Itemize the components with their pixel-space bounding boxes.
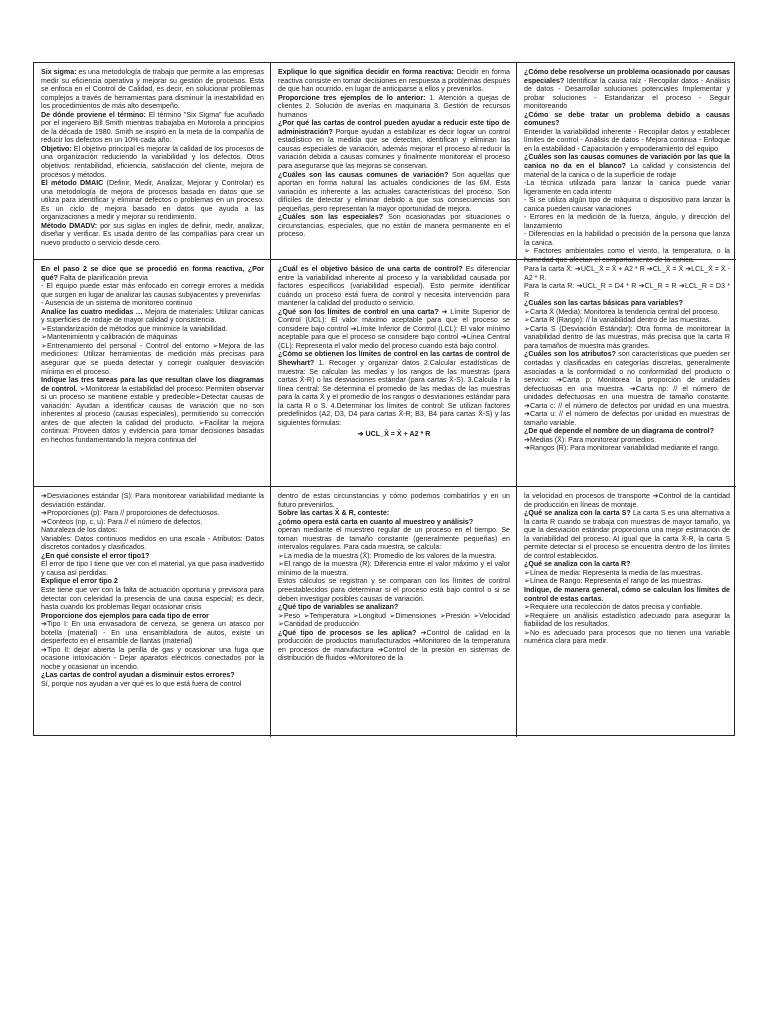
paragraph-text: ➢ Factores ambientales como el viento, la temperatura, o la humedad que afectan el comportamiento de la canica.	[524, 247, 730, 265]
table-cell	[34, 487, 271, 737]
paragraph-heading: En el paso 2 se dice que se procedió en forma reactiva, ¿Por qué?	[41, 265, 264, 282]
paragraph	[41, 518, 264, 527]
paragraph	[41, 111, 264, 145]
paragraph-heading: ¿Por qué las cartas de control pueden ayudar a reducir este tipo de administración?	[278, 119, 510, 136]
paragraph-heading: ¿Qué se analiza con la carta R?	[524, 560, 631, 569]
paragraph-text: dentro de estas circunstancias y cómo podemos combatirlos y en un futuro prevenirlos.	[278, 492, 510, 509]
table-cell	[517, 63, 736, 265]
paragraph-text: ➢Línea de media: Representa la media de las muestras.	[524, 568, 703, 577]
paragraph-heading: El método DMAIC	[41, 179, 104, 188]
paragraph-text: Estos cálculos se registran y se comparan con los límites de control preestablecidos para determinar si el proceso está bajo control o si se deben investigar posibles causas de variación.	[278, 577, 510, 603]
notes-table	[33, 62, 735, 736]
table-cell	[271, 63, 517, 260]
paragraph	[524, 569, 730, 578]
paragraph	[278, 308, 510, 351]
paragraph-text: - Si se utiliza algún tipo de máquina o dispositivo para lanzar la canica pueden causar variaciones	[524, 196, 730, 213]
paragraph	[278, 518, 510, 527]
paragraph-text: Entender la variabilidad inherente - Recopilar datos y establecer límites de control - Análisis de datos - Mejora continua - Enfoque en la estabilidad - Capacitación y empoderamiento del equipo	[524, 127, 730, 153]
table-cell	[271, 487, 517, 737]
paragraph-heading: ¿Cómo debe resolverse un problema ocasionado por causas especiales?	[524, 68, 730, 85]
paragraph	[41, 680, 264, 689]
paragraph-text: ➔Tipo II: dejar abierta la perilla de gas y ocasionar una fuga que ocasione intoxicación - Dejar aparatos eléctricos conectados por la noche y ocasionar un incendio.	[41, 645, 264, 671]
paragraph-text: ➔Rangos (R): Para monitorear variabilidad mediante el rango.	[524, 444, 720, 453]
paragraph-text: Sí, porque nos ayudan a ver qué es lo que está fuera de control	[41, 680, 242, 689]
paragraph	[278, 603, 510, 612]
paragraph	[524, 586, 730, 603]
paragraph	[278, 350, 510, 427]
paragraph-text: Variables: Datos continuos medidos en una escala - Atributos: Datos discretos contados y clasificados.	[41, 534, 264, 552]
table-cell	[517, 260, 736, 487]
paragraph-text: ➔Conteos (np, c, u): Para // el número de defectos.	[41, 517, 203, 526]
paragraph-heading: De dónde proviene el término:	[41, 110, 146, 119]
paragraph-text: Es diferenciar entre la variabilidad inherente al proceso y la variabilidad causada por factores específicos (variabilidad especial). Esto permite identificar cuándo un proceso está fuera de control y necesita intervención para mantener la calidad del producto o servicio.	[278, 265, 510, 308]
paragraph	[278, 265, 510, 308]
paragraph-heading: ¿Cómo se debe tratar un problema debido a causas comunes?	[524, 110, 730, 128]
paragraph-heading: ¿Qué son los límites de control en una carta?	[278, 307, 439, 316]
paragraph-text: ➢Peso ➢Temperatura ➢Longitud ➢Dimensiones ➢Presión ➢Velocidad ➢Cantidad de producción	[278, 611, 510, 629]
paragraph	[278, 612, 510, 629]
paragraph	[278, 68, 510, 94]
paragraph	[41, 299, 264, 308]
paragraph-heading: ¿Qué tipo de procesos se les aplica?	[278, 628, 417, 637]
paragraph	[524, 577, 730, 586]
paragraph-heading: ¿Cuáles son los atributos?	[524, 350, 617, 359]
paragraph-text: ➔ Límite Superior de Control (UCL): El valor máximo aceptable para que el proceso se considere bajo control ➔Límite Inferior de Control (LCL): El valor mínimo aceptable para que el proceso se considere bajo control ➔Línea Central (CL): Representa el valor medio del proceso cuando está bajo control.	[278, 307, 510, 350]
paragraph	[41, 222, 264, 248]
table-cell	[271, 260, 517, 487]
paragraph	[41, 560, 264, 577]
paragraph	[278, 492, 510, 509]
paragraph	[524, 299, 730, 308]
paragraph	[41, 671, 264, 680]
paragraph	[524, 128, 730, 154]
paragraph-heading: Sobre las cartas X̄ & R, conteste:	[278, 509, 390, 518]
paragraph-heading: Método DMADV:	[41, 221, 98, 230]
paragraph	[524, 629, 730, 646]
paragraph	[524, 111, 730, 128]
paragraph-text: - Ausencia de un sistema de monitoreo continuo	[41, 299, 193, 308]
paragraph-text: - Errores en la medición de la fuerza, ángulo, y dirección del lanzamiento	[524, 213, 730, 230]
paragraph	[524, 509, 730, 560]
paragraph-heading: Objetivo:	[41, 144, 72, 153]
paragraph-heading: Indique las tres tareas para las que resultan clave los diagramas de control.	[41, 376, 264, 393]
paragraph-heading: ¿Cuáles son las cartas básicas para variables?	[524, 299, 683, 308]
paragraph-heading: Explique lo que significa decidir en forma reactiva:	[278, 68, 455, 76]
paragraph	[524, 179, 730, 196]
paragraph-text: por sus siglas en ingles de definir, medir, analizar, diseñar y verificar. Es usada dentro de las compañías para crear un nuevo producto o servicio desde cero.	[41, 221, 264, 247]
paragraph	[524, 282, 730, 299]
paragraph	[41, 376, 264, 444]
paragraph	[41, 620, 264, 646]
paragraph	[41, 179, 264, 222]
paragraph	[524, 436, 730, 445]
paragraph-text: -La técnica utilizada para lanzar la canica puede variar ligeramente en cada intento	[524, 179, 730, 196]
paragraph-text: ➢Carta S (Desviación Estándar): Otra forma de monitorear la variabilidad dentro de las muestras, más precisa que la carta R para tamaños de muestra más grandes.	[524, 324, 730, 350]
paragraph	[278, 577, 510, 603]
paragraph	[41, 492, 264, 509]
paragraph-heading: ¿De qué depende el nombre de un diagrama de control?	[524, 427, 714, 436]
paragraph-text: ➢Carta X̄ (Media): Monitorea la tendencia central del proceso.	[524, 307, 720, 316]
paragraph-text: Decidir en forma reactiva consiste en tomar decisiones en respuesta a problemas después de que han ocurrido, en lugar de anticiparse a ellos y prevenirlos.	[278, 68, 510, 94]
paragraph-text: ➢Requiere un análisis estadístico adecuado para asegurar la fiabilidad de los resultados.	[524, 611, 730, 629]
paragraph-text: Para la carta R: ➔UCL_R = D4 * R ➔CL_R = R ➔LCL_R = D3 * R	[524, 282, 730, 299]
paragraph-text: 1. Atención a quejas de clientes 2. Solución de averías en maquinaria 3. Gestión de recursos humanos	[278, 93, 510, 119]
paragraph	[524, 560, 730, 569]
paragraph-text: ➢La media de la muestra (X̄): Promedio de los valores de la muestra.	[278, 551, 497, 560]
paragraph	[41, 509, 264, 518]
paragraph-text: El término "Six Sigma" fue acuñado por el ingeniero Bill Smith mientras trabajaba en Motorola a principios de la década de 1980. Smith se inspiró en la meta de la compañía de reducir los defectos en un 10% cada año.	[41, 110, 264, 145]
paragraph-text: ➢Línea de Rango: Representa el rango de las muestras.	[524, 577, 703, 586]
paragraph	[524, 68, 730, 111]
paragraph	[524, 492, 730, 509]
paragraph	[41, 333, 264, 342]
paragraph-text: Para la carta X̄: ➔UCL_X̄ = X̄ + A2 * R ➔CL_X̄ = X̄ ➔LCL_X̄ = X̄ - A2 * R.	[524, 265, 730, 282]
paragraph	[278, 509, 510, 518]
paragraph-text: Mejora de materiales: Utilizar canicas y superficies de rodaje de mayor calidad y consistencia.	[41, 307, 264, 325]
paragraph-text: Falta de planificación previa	[57, 273, 148, 282]
paragraph-text: son características que pueden ser contadas y clasificadas en categorías discretas, generalmente asociadas a la conformidad o no conformidad del producto o servicio: ➔Carta p: Monitorea la proporción de unidades defectuosas en una muestra. ➔Carta np: // el número de unidades defectuosas en una muestra de tamaño constante. ➔Carta c: // el número de defectos por unidad en una muestra. ➔Carta u: // el número de defectos por unidad en muestras de tamaño variable.	[524, 350, 730, 427]
paragraph-text: ➔Proporciones (p): Para // proporciones de defectuosos.	[41, 509, 220, 518]
paragraph-text: 1. Recoger y organizar datos 2.Calcular estadísticas de muestra: Se calculan las medias y los rangos de las muestras (para cartas X̄-R) o las desviaciones estándar (para cartas X̄-S). 3.Calcula r la línea central: Se determina el promedio de las medias de las muestras para la carta X̄ y el promedio de los rangos o desviaciones estándar para la carta R o S. 4.Determinar los límites de control: Se utilizan factores predefinidos (A2, D3, D4 para cartas X̄-R; B3, B4 para cartas X̄-S) y las siguientes fórmulas:	[278, 359, 510, 427]
paragraph	[278, 171, 510, 214]
paragraph-text: (Definir, Medir, Analizar, Mejorar y Controlar) es una metodología de mejora de procesos basada en datos que se utiliza para identificar y eliminar defectos o problemas en un proceso. Es un ciclo de mejora basado en datos que ayuda a las organizaciones a medir y mejorar su rendimiento.	[41, 179, 264, 222]
paragraph-text: Porque ayudan a estabilizar es decir lograr un control estadístico en la medida que se detectan, identifican y eliminan las causas especiales de variación, además mejorar el proceso al reducir la variación debida a causas comunes y finalmente monitorear el proceso para asegurarse que las mejoras se conservan.	[278, 127, 510, 171]
paragraph	[524, 196, 730, 213]
paragraph-text: ➢Estandarización de métodos que minimice la variabilidad.	[41, 324, 228, 333]
paragraph	[524, 230, 730, 247]
paragraph	[278, 552, 510, 561]
paragraph	[41, 526, 264, 535]
paragraph-heading: Indique, de manera general, cómo se calculan los límites de control de estas cartas.	[524, 586, 730, 603]
paragraph-text: la velocidad en procesos de transporte ➔Control de la cantidad de producción en líneas de montaje.	[524, 492, 730, 509]
paragraph-text: ➢Mantenimiento y calibración de máquinas	[41, 333, 178, 342]
paragraph-heading: Six sigma:	[41, 68, 77, 76]
paragraph-heading: Analice las cuatro medidas …	[41, 307, 143, 316]
paragraph	[41, 342, 264, 376]
paragraph-text: El objetivo principal es mejorar la calidad de los procesos de una organización reduciendo la variabilidad y los defectos. Otros objetivos: rentabilidad, eficiencia, satisfacción del cliente, mejora de procesos y métodos.	[41, 144, 264, 179]
paragraph	[524, 350, 730, 427]
paragraph	[41, 325, 264, 334]
formula-line: ➔ UCL_X̄ = X̄ + A2 * R	[357, 430, 431, 439]
paragraph-text: operan mediante el muestreo regular de un proceso en el tiempo. Se toman muestras de tamaño constante (generalmente pequeñas) en intervalos regulares. Para cada muestra, se calcula:	[278, 526, 510, 552]
paragraph-heading: ¿Las cartas de control ayudan a disminuir estos errores?	[41, 671, 235, 680]
paragraph-heading: ¿cómo opera está carta en cuanto al muestreo y análisis?	[278, 517, 474, 526]
paragraph-heading: ¿Cuáles son las especiales?	[278, 213, 384, 222]
paragraph-text: ➢Carta R (Rango): // la variabilidad dentro de las muestras.	[524, 316, 712, 325]
paragraph-heading: ¿Qué tipo de variables se analizan?	[278, 603, 399, 612]
paragraph	[524, 612, 730, 629]
paragraph	[41, 577, 264, 586]
paragraph	[524, 427, 730, 436]
paragraph	[41, 552, 264, 561]
paragraph-heading: ¿Qué se analiza con la carta S?	[524, 509, 631, 518]
paragraph	[524, 265, 730, 282]
paragraph-text: El error de tipo I tiene que ver con el material, ya que pasa inadvertido y causa así perdidas.	[41, 560, 264, 577]
paragraph	[278, 94, 510, 120]
paragraph-heading: Explique el error tipo 2	[41, 577, 118, 586]
paragraph-text: ➔Control de calidad en la producción de productos manufacturados ➔Monitoreo de la temperatura en procesos de manufactura ➔Control de la presión en sistemas de distribución de fluidos ➔Monitoreo de la	[278, 628, 510, 663]
paragraph	[41, 646, 264, 672]
paragraph	[524, 213, 730, 230]
paragraph	[278, 629, 510, 663]
paragraph	[41, 586, 264, 612]
paragraph	[41, 265, 264, 282]
table-cell	[517, 487, 736, 737]
paragraph	[41, 68, 264, 111]
paragraph-text: Este tiene que ver con la falta de actuación oportuna y previsora para detectar con celeridad la presencia de una causa especial; es decir, hasta cuando los problemas llegan ocasionar crisis	[41, 586, 264, 612]
paragraph-text: ➢No es adecuado para procesos que no tienen una variable numérica clara para medir.	[524, 628, 730, 646]
paragraph-text: - Diferencias en la habilidad o precisión de la persona que lanza la canica.	[524, 230, 730, 247]
paragraph	[524, 316, 730, 325]
paragraph	[41, 282, 264, 299]
paragraph-text: - El equipo puede estar más enfocado en corregir errores a medida que surgen en lugar de analizar las causas subyacentes y prevenirlas	[41, 282, 264, 299]
paragraph	[41, 308, 264, 325]
paragraph-heading: ¿Cómo se obtienen los límites de control en las cartas de control de Shewhart?	[278, 350, 510, 368]
paragraph-text: La carta S es una alternativa a la carta R cuando se trabaja con muestras de mayor tamaño, ya que la desviación estándar proporciona una mejor estimación de la variabilidad del proceso. Al igual que la carta X̄-R, la carta S permite detectar si el proceso se encuentra dentro de los límites de control establecidos.	[524, 509, 730, 560]
paragraph	[524, 444, 730, 453]
paragraph-text: ➔Tipo I: En una envasadora de cerveza, se genera un atasco por botella (material) - En una ensambladora de autos, existe un desperfecto en el ensamble de llantas (material)	[41, 620, 264, 646]
paragraph	[278, 526, 510, 552]
paragraph-text: es una metodología de trabajo que permite a las empresas medir su eficiencia operativa y mejorar su gestión de procesos. Esta se enfoca en el Control de Calidad, es decir, en solucionar problemas complejos a través de herramientas para disminuir la inestabilidad en los procedimientos de más alto desempeño.	[41, 68, 265, 111]
paragraph	[41, 145, 264, 179]
paragraph-heading: Proporcione tres ejemplos de lo anterior:	[278, 93, 426, 102]
paragraph-text: ➢El rango de la muestra (R): Diferencia entre el valor máximo y el valor mínimo de la muestra.	[278, 560, 510, 577]
paragraph-text: ➔Medias (X̄): Para monitorear promedios.	[524, 435, 657, 444]
paragraph-heading: Proporcione dos ejemplos para cada tipo de error	[41, 611, 209, 620]
paragraph	[41, 612, 264, 621]
paragraph	[524, 325, 730, 351]
paragraph-heading: ¿Cuál es el objetivo básico de una carta de control?	[278, 265, 463, 273]
paragraph-text: La calidad y consistencia del material de la canica o de la superficie de rodaje	[524, 162, 730, 179]
paragraph-text: Son ocasionadas por situaciones o circunstancias, especiales, que no están de manera permanente en el proceso.	[278, 213, 510, 239]
paragraph-text: ➢Entrenamiento del personal - Control del entorno ➢Mejora de las mediciones: Utilizar herramientas de medición más precisas para asegurar que se pueda detectar y corregir cualquier desviación mínima en el proceso.	[41, 341, 264, 376]
paragraph-text: ➔Desviaciones estándar (S): Para monitorear variabilidad mediante la desviación estándar.	[41, 492, 264, 509]
paragraph	[524, 153, 730, 179]
paragraph	[524, 603, 730, 612]
paragraph-text: ➢Monitorear la estabilidad del proceso: Permiten observar si un proceso se mantiene estable y predecible➢Detectar causas de variación: Ayudan a identificar causas de variación que no son inherentes al proceso (causas especiales), permitiendo su corrección antes de que afecten la calidad del producto. ➢Facilitar la mejora continua: Proveen datos y evidencia para tomar decisiones basadas en hechos fundamentando la mejora continua del	[41, 384, 264, 444]
paragraph-heading: ¿En qué consiste el error tipo1?	[41, 551, 150, 560]
paragraph-text: Identificar la causa raíz - Recopilar datos - Análisis de datos - Desarrollar soluciones potenciales Implementar y probar soluciones - Estandarizar el proceso - Seguir monitoreando	[524, 76, 730, 111]
paragraph-heading: ¿Cuáles son las causas comunes de variación por las que la canica no da en el blanco?	[524, 153, 730, 171]
paragraph	[278, 560, 510, 577]
paragraph	[41, 535, 264, 552]
paragraph-text: ➢Requiere una recolección de datos precisa y confiable.	[524, 603, 703, 612]
table-cell	[34, 63, 271, 260]
paragraph	[278, 119, 510, 170]
paragraph-text: Son aquellas que aportan en forma natural las actuales condiciones de las 6M. Esta variación es inherente a las actuales características del proceso. Son difíciles de detectar y eliminar debido a que sus consecuencias son pequeñas, pero representan la mayor oportunidad de mejora.	[278, 170, 510, 213]
table-cell	[34, 260, 271, 487]
paragraph-text: Naturaleza de los datos:	[41, 526, 118, 535]
paragraph-heading: ¿Cuáles son las causas comunes de variación?	[278, 170, 449, 179]
paragraph	[524, 308, 730, 317]
paragraph	[278, 213, 510, 239]
